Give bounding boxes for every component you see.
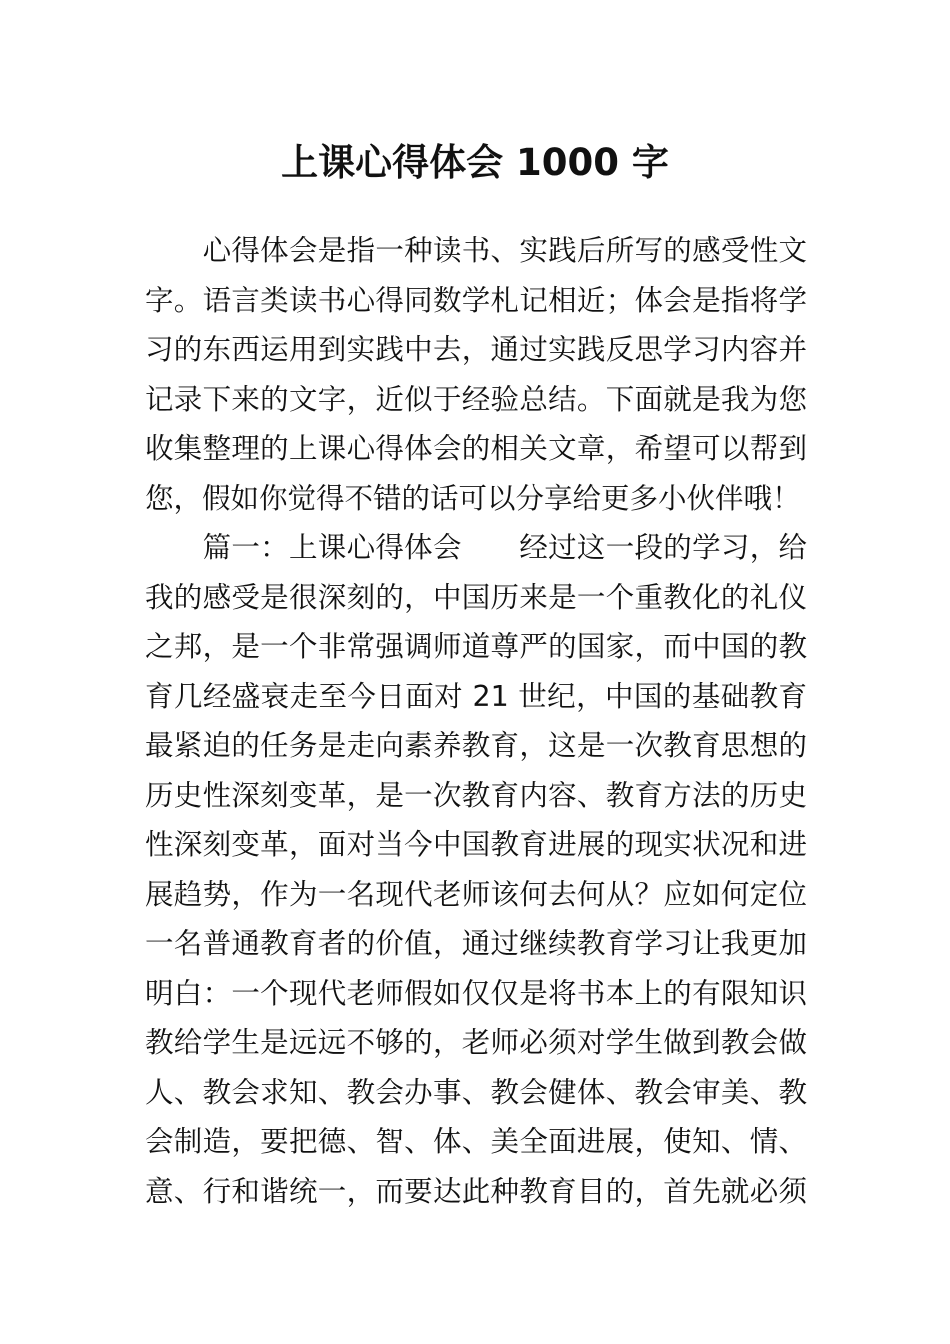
document-body [145, 226, 807, 1216]
body-line: 心得体会是指一种读书、实践后所写的感受性文 [145, 234, 807, 267]
body-line: 最紧迫的任务是走向素养教育，这是一次教育思想的 [145, 729, 807, 762]
body-line: 人、教会求知、教会办事、教会健体、教会审美、教 [145, 1075, 807, 1109]
document-title: 上课心得体会 1000 字 [281, 141, 669, 184]
body-line: 教给学生是远远不够的，老师必须对学生做到教会做 [145, 1026, 807, 1059]
body-line: 明白：一个现代老师假如仅仅是将书本上的有限知识 [145, 976, 807, 1010]
body-line: 篇一：上课心得体会 经过这一段的学习，给 [145, 531, 807, 564]
body-line: 字。语言类读书心得同数学札记相近；体会是指将学 [145, 283, 807, 317]
body-line: 您，假如你觉得不错的话可以分享给更多小伙伴哦！ [145, 481, 801, 515]
body-line: 展趋势，作为一名现代老师该何去何从？应如何定位 [145, 877, 807, 911]
body-line: 收集整理的上课心得体会的相关文章，希望可以帮到 [145, 432, 807, 465]
body-line: 记录下来的文字，近似于经验总结。下面就是我为您 [145, 382, 807, 416]
body-line: 育几经盛衰走至今日面对 21 世纪，中国的基础教育 [145, 679, 807, 713]
body-line: 会制造，要把德、智、体、美全面进展，使知、情、 [145, 1125, 807, 1158]
body-line: 历史性深刻变革，是一次教育内容、教育方法的历史 [145, 778, 807, 812]
body-line: 一名普通教育者的价值，通过继续教育学习让我更加 [145, 927, 807, 960]
body-line: 我的感受是很深刻的，中国历来是一个重教化的礼仪 [145, 580, 807, 614]
body-line: 之邦，是一个非常强调师道尊严的国家，而中国的教 [145, 630, 807, 663]
body-line: 习的东西运用到实践中去，通过实践反思学习内容并 [145, 333, 807, 366]
body-line: 性深刻变革，面对当今中国教育进展的现实状况和进 [145, 828, 807, 861]
body-line: 意、行和谐统一，而要达此种教育目的，首先就必须 [145, 1174, 807, 1208]
